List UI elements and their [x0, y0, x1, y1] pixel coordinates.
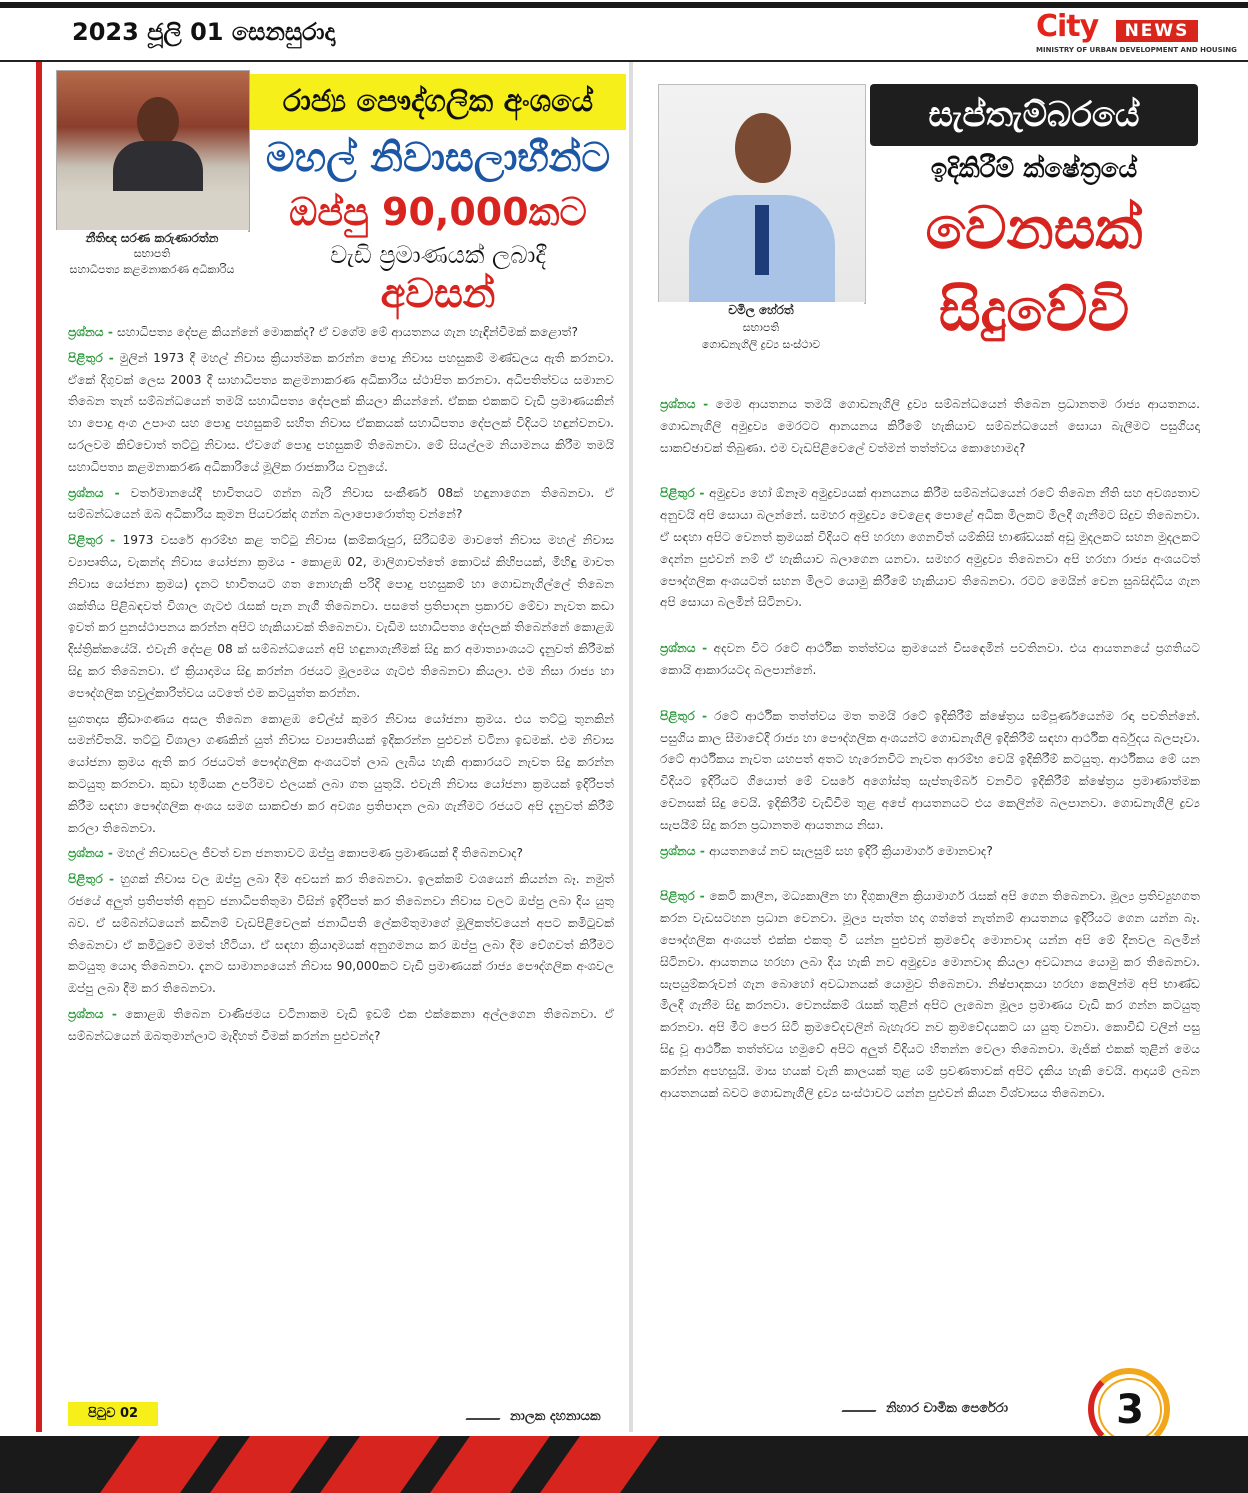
portrait-photo-right	[658, 84, 866, 304]
article-paragraph	[660, 483, 1200, 614]
paragraph-text: අදවන විට රටේ ආර්ථික තත්ත්වය ක්‍රමයෙන් විසඳෙමින් පවතිනවා. එය ආයතනයේ ප්‍රගතියට කොයි ආකාරයටද බලපාන්නේ.	[660, 641, 1200, 677]
caption-name: නීතිඥ සරණ කරුණාරත්න	[85, 231, 219, 245]
caption-org: සහාධිපත්‍ය කළමනාකරණ අධිකාරිය	[69, 263, 235, 276]
paragraph-text: මුලින් 1973 දී මහල් නිවාස ක්‍රියාත්මක කරන්න පොදු නිවාස පහසුකම් මණ්ඩලය ඇති කරනවා. ඒකේ දිගුවක් ලෙස 2003 දී සාහාධිපත්‍ය කළමනාකරණ අධිකාරිය ස්ථාපිත කරනවා. අධිපතිත්වය සමානව තිබෙන තැන් සම්බන්ධයෙන් තමයි සහාධිපත්‍ය දේපලක් කියලා කියන්නේ. ඒකක එකකට වැඩි ප්‍රමාණයකින් හා පොදු අංග උපාංග සහ පොදු පහසුකම් සහිත නිවාස ඒකකයක් සහාධිපත්‍ය දේපලක් විදියට හඳුන්වනවා. සරලවම කිව්වොත් තට්ටු නිවාස. ඒවගේ පොදු පහසුකම් තිබෙනවා. මේ සියල්ලම නියාමනය කිරීම තමයි සහාධිපත්‍ය කළමනාකරණ අධිකාරියේ මූලික රාජකාරිය වනුයේ.	[68, 350, 615, 474]
footer-stripe	[320, 1436, 440, 1493]
page-reference: පිටුව 02	[68, 1402, 158, 1426]
qa-label: ප්‍රශ්නය -	[68, 485, 131, 500]
qa-label: ප්‍රශ්නය -	[660, 641, 714, 656]
qa-label: ප්‍රශ්නය -	[68, 846, 118, 861]
article-paragraph	[68, 348, 614, 479]
paragraph-text: රටේ ආර්ථික තත්ත්වය මත තමයි රටේ ඉදිකිරීම් ක්ෂේත්‍රය සම්පූර්ණයෙන්ම රඳා පවතින්නේ. පසුගිය කාල සීමාවේදී රාජ්‍ය හා පෞද්ගලික අංශයන්ට ගොඩනැගිලි ඉදිකිරීම් සඳහා ආර්ථික අර්බුදය බලපෑවා. රටේ ආර්ථිකය නැවත යහපත් අතට හැරෙනවිට නැවත ආරම්භ වෙයි ඉදිකිරීම් කටයුතු. ආර්ථිකය මේ යන විදියට ඉදිරියට ගියොත් මේ වසරේ අගෝස්තු සැප්තැම්බර් වනවිට ඉදිකිරීම් ක්ෂේත්‍රය ප්‍රමාණාත්මක වෙනසක් සිදු වෙයි. ඉදිකිරීම් වැඩිවීම තුළ අපේ ආයතනයට එය කෙලින්ම බලපානවා. ගොඩනැගිලි ද්‍රව්‍ය සැපයීම් සිදු කරන ප්‍රධානතම ආයතනය නිසා.	[660, 708, 1201, 832]
article-paragraph	[660, 394, 1200, 459]
qa-label: ප්‍රශ්නය -	[660, 843, 710, 858]
paragraph-text: අමුද්‍රව්‍ය හෝ ඕනෑම අමුද්‍රව්‍යයක් ආනයනය කිරීම සම්බන්ධයෙන් රටේ තිබෙන නීති සහ අවශ්‍යතාව අනුවයි අපි සොයා බලන්නේ. සමහර අමුද්‍රව්‍ය වෙළෙඳ පොළේ අධික මිලකට මිලදී ගැනීමට සිදුව තිබෙනවා. ඒ සඳහා අපිට වෙනත් ක්‍රමයක් විදියට අපි හරහා ගෙනවිත් යම්කිසි භාණ්ඩයක් අඩු මුදලකට සහන මුදලකට දෙන්න පුළුවන් නම් ඒ හැකියාව බලාගෙන යනවා. සමහර අමුද්‍රව්‍ය තිබෙනවා අපි හරහා රාජ්‍ය අංශයටත් පෞද්ගලික අංශයටත් සහන මිලට යොමු කිරීමේ හැකියාව තිබෙනවා. රටට මෙයින් වෙන සුබසිද්ධිය ගැන අපි සොයා බලමින් සිටිනවා.	[660, 486, 1200, 610]
headline-line-2: මහල් නිවාසලාභීන්ට	[265, 135, 611, 181]
headline-line-3: ඔප්පු 90,000කට	[289, 190, 587, 234]
byline-slash-icon	[841, 1396, 884, 1412]
caption-title: සභාපති	[742, 321, 780, 334]
article-paragraph	[660, 638, 1200, 682]
page-number: 3	[1098, 1378, 1162, 1442]
portrait-face	[137, 97, 179, 147]
left-red-strip	[36, 62, 42, 1432]
paragraph-text: 1973 වසරේ ආරම්භ කළ තට්ටු නිවාස (කම්කරුපුර, සිරිධම්ම මාවතේ නිවාස මහල් නිවාස ව්‍යාපෘතිය, වැකන්ද නිවාස යෝජනා ක්‍රමය - කොළඹ 02, මාලිගාවත්තේ කොටස් කිහිපයක්, මිහිඳු මාවත නිවාස යෝජනා ක්‍රමය) දැනට භාවිතයට ගත නොහැකි පරිදි පොදු පහසුකම් හා ගොඩනැගිල්ලේ තිබෙන ශක්තිය පිළිබඳවත් විශාල ගැටළු රැසක් පැන නැගී තිබෙනවා. පසතේ ප්‍රතිපාදන ප්‍රකාරව මේවා නැවත කඩා ඉවත් කර පුනස්ථාපනය කරන්න අපිට හැකියාවක් තිබෙනවා. වැඩිම සහාධිපත්‍ය දේපලක් තිබෙන්නේ කොළඹ දිස්ත්‍රික්කයේයි. එවැනි දේපළ 08 ක් සම්බන්ධයෙන් අපි හඳුනාගැනීමක් සිදු කර අමාත්‍යාංශයට දැනුවත් කිරීමක් සිදු කර තිබෙනවා. ඒ ක්‍රියාදාමය සිදු කරන්න රජයට මූල්‍යමය ගැටළු තිබෙනවා කියලා. එම නිසා රාජ්‍ය හා පෞද්ගලික හවුල්කාරිත්වය යටතේ එම කටයුත්ත කරන්න.	[68, 533, 614, 700]
article-paragraph	[660, 706, 1200, 837]
paragraph-text: සහාධිපත්‍ය දේපළ කියන්නේ මොකක්ද? ඒ වගේම මේ ආයතනය ගැන හැඳින්වීමක් කළොත්?	[117, 325, 578, 339]
byline-left	[470, 1404, 601, 1424]
qa-label: පිළිතුර -	[68, 350, 120, 365]
portrait-face	[735, 113, 791, 183]
issue-date: 2023 ජූලි 01 සෙනසුරාදා	[72, 18, 336, 46]
headline-line-1: සැප්තැම්බරයේ	[870, 84, 1198, 146]
article-paragraph	[68, 843, 614, 865]
paragraph-text: කොළඹ තිබෙන වාණිජමය වටිනාකම වැඩි ඉඩම් එක එක්කෙනා අල්ලගෙන තිබෙනවා. ඒ සම්බන්ධයෙන් ඔබතුමාන්ලාට මැදිහත් වීමක් කරන්න පුළුවන්ද?	[68, 1006, 615, 1043]
qa-label: පිළිතුර -	[660, 708, 715, 723]
top-rule	[0, 2, 1248, 8]
footer-stripe	[540, 1436, 660, 1493]
caption-title: සභාපති	[133, 247, 171, 260]
article-paragraph	[68, 530, 614, 704]
paragraph-text: මෙම ආයතනය තමයි ගොඩනැගිලි ද්‍රව්‍ය සම්බන්ධයෙන් තිබෙන ප්‍රධානතම රාජ්‍ය ආයතනය. ගොඩනැගිලි අමුද්‍රව්‍ය මෙරටට ආනයනය කිරීමේ හැකියාව සම්බන්ධයෙන් සොයා බැලීමට පසුගියදා සාකච්ඡාවක් තිබුණා. එම වැඩපිළිවෙලේ වත්මන් තත්ත්වය කොහොමද?	[660, 397, 1200, 455]
article-paragraph	[660, 841, 1200, 863]
headline-line-1: රාජ්‍ය පෞද්ගලික අංශයේ	[250, 74, 626, 130]
headline-line-3: වෙනසක්	[925, 194, 1143, 262]
byline-name: නාලක දහනායක	[510, 1409, 601, 1424]
qa-label: පිළිතුර -	[660, 889, 710, 904]
paragraph-text: කෙටි කාලීන, මධ්‍යකාලීන හා දිගුකාලීන ක්‍රියාමාර්ග රැසක් අපි ගෙන තිබෙනවා. මූල්‍ය ප්‍රතිව්‍යුහගත කරන වැඩසටහන ප්‍රධාන වෙනවා. මූල්‍ය පැත්ත හදා ගත්තේ නැත්නම් ආයතනය ඉදිරියට ගෙන යන්න බෑ. පෞද්ගලික අංශයත් එක්ක එකතු වී යන්න පුළුවන් ක්‍රමවේද මොනවාද යන්න අපි මේ දිනවල බලමින් සිටිනවා. ආයතනය හරහා ලබා දිය හැකි නව අමුද්‍රව්‍ය මොනවාද කියලා අවධානය යොමු කර තිබෙනවා. සැපයුම්කරුවන් ගැන බොහෝ අවධානයක් යොමුව තිබෙනවා. නිෂ්පාදකයා හරහා කෙලින්ම අපි භාණ්ඩ මිලදී ගැනීම සිදු කරනවා. වෙනස්කම් රැසක් තුළින් අපිට ලැබෙන මූල්‍ය ප්‍රමාණය වැඩි කර ගන්න කටයුතු කරනවා. අපි මීට පෙර සිටි ක්‍රමවේදවලින් බැහැරව නව ක්‍රමවේදයකට යා යුතු වනවා. කොවිඩ් වලින් පසු සිදු වූ ආර්ථික තත්ත්වය හමුවේ අපිට අලුත් විදියට හිතන්න වෙලා තිබෙනවා. මැජික් එකක් තුළින් මෙය කරන්න අපහසුයි. මාස හයක් වැනි කාලයක් තුළ යම් ප්‍රවණතාවක් අපිට දැකිය හැකි වෙයි. ආදායම් ලබන ආයතනයක් බවට ගොඩනැගිලි ද්‍රව්‍ය සංස්ථාවට යන්න පුළුවන් කියන විශ්වාසය තිබෙනවා.	[660, 889, 1200, 1100]
headline-line-2: ඉදිකිරීම් ක්ෂේත්‍රයේ	[930, 154, 1138, 184]
headline-line-4: සිදුවේවි	[938, 276, 1130, 344]
logo-ministry: MINISTRY OF URBAN DEVELOPMENT AND HOUSING	[1036, 46, 1237, 54]
qa-label: ප්‍රශ්නය -	[68, 325, 118, 339]
headline-line-4: වැඩි ප්‍රමාණයක් ලබාදී	[329, 241, 547, 269]
byline-name: නිහාර චාමික පෙරේරා	[886, 1401, 1008, 1416]
footer-stripe	[100, 1436, 220, 1493]
column-divider	[629, 62, 633, 1432]
qa-label: ප්‍රශ්නය -	[660, 397, 716, 411]
paragraph-text: වර්තමානයේදී භාවිතයට ගන්න බැරි නිවාස සංකීර්ණ 08ක් හඳුනාගෙන තිබෙනවා. ඒ සම්බන්ධයෙන් ඔබ අධිකාරිය කුමන පියවරක්ද ගන්න බලාපොරොත්තු වන්නේ?	[68, 485, 614, 522]
portrait-tie	[755, 205, 769, 275]
logo-city: City	[1036, 9, 1099, 44]
paragraph-text: මහල් නිවාසවල ජීවත් වන ජනතාවට ඔප්පු කොපමණ ප්‍රමාණයක් දී තිබෙනවාද?	[117, 846, 524, 861]
byline-right	[846, 1396, 1008, 1416]
article-body-right	[660, 394, 1200, 1128]
article-paragraph	[660, 886, 1200, 1104]
portrait-desk	[57, 191, 249, 231]
portrait-caption-right	[658, 302, 864, 362]
paragraph-text: ආයතනයේ නව සැලසුම් සහ ඉදිරි ක්‍රියාමාර්ග මොනවාද?	[709, 843, 993, 858]
article-paragraph	[68, 709, 614, 840]
paragraph-text: හුගක් නිවාස වල ඔප්පු ලබා දීම අවසන් කර තිබෙනවා. ඉලක්කම් වශයෙන් කියන්න බෑ. නමුත් රජයේ අලුත් ප්‍රතිපත්ති අනුව ජනාධිපතිතුමා විසින් ඉදිරිපත් කර තිබෙනවා නිවාස වලට ඔප්පු ලබා දිය යුතු බව. ඒ සම්බන්ධයෙන් කඩිනම් වැඩපිළිවෙලක් ජනාධිපති ලේකම්තුමාගේ මූලිකත්වයෙන් අපට කමිටුවක් තිබෙනවා ඒ කමිටුවේ මමත් හිටියා. ඒ සඳහා ක්‍රියාදාමයක් අනුගමනය කර ඔප්පු ලබා දීම වේගවත් කිරීමට කටයුතු යොදා තිබෙනවා. දැනට සාමාන්‍යයෙන් නිවාස 90,000කට වැඩි ප්‍රමාණයක් රාජ්‍ය පෞද්ගලික අංශවල ඔප්පු ලබා දීම කර තිබෙනවා.	[68, 872, 614, 996]
byline-slash-icon	[465, 1404, 508, 1420]
footer-stripe	[210, 1436, 330, 1493]
footer-band	[0, 1436, 1248, 1493]
article-paragraph	[68, 869, 614, 1000]
qa-label: ප්‍රශ්නය -	[68, 1006, 126, 1021]
portrait-photo-left	[56, 70, 250, 232]
paragraph-text: සුගතදාස ක්‍රීඩාංගණය අසල තිබෙන කොළඹ වේල්ස් කුමර නිවාස යෝජනා ක්‍රමය. එය තට්ටු තුනකින් සමන්විතයි. තට්ටු විශාලා ගණකින් යුත් නිවාස ව්‍යාපෘතියක් ඉදිකරන්න පුළුවන් වටිනා ඉඩමක්. එම නිවාස යෝජනා ක්‍රමය ඇති කර රජයටත් පෞද්ගලික අංශයටත් ලාබ ලැබිය හැකි ආකාරයට නැවත සිදු කරන්න කටයුතු කරනවා. කුඩා භූමියක උපරිමව ඵලයක් ලබා ගත යුතුයි. එවැනි නිවාස යෝජනා ක්‍රමයක් ඉදිරිපත් කිරීම සඳහා පෞද්ගලික අංශය සමග සාකච්ඡා කර අවශ්‍ය ප්‍රතිපාදන ලබා ගැනීමට රජයට අපි දැනුවත් කිරීම් කරලා තිබෙනවා.	[68, 711, 614, 835]
caption-org: ගොඩනැගිලි ද්‍රව්‍ය සංස්ථාව	[701, 338, 821, 351]
article-body-left	[68, 322, 614, 1052]
portrait-caption-left	[56, 230, 248, 316]
article-paragraph	[68, 483, 614, 527]
logo-news: NEWS	[1116, 20, 1198, 42]
qa-label: පිළිතුර -	[68, 533, 123, 548]
masthead-divider	[0, 60, 1248, 62]
caption-name: චමිල හේරත්	[728, 303, 794, 317]
qa-label: පිළිතුර -	[660, 486, 710, 501]
article-paragraph	[68, 322, 614, 344]
qa-label: පිළිතුර -	[68, 872, 121, 887]
article-paragraph	[68, 1004, 614, 1048]
headline-line-5: අවසන්	[380, 271, 496, 317]
footer-stripe	[430, 1436, 550, 1493]
